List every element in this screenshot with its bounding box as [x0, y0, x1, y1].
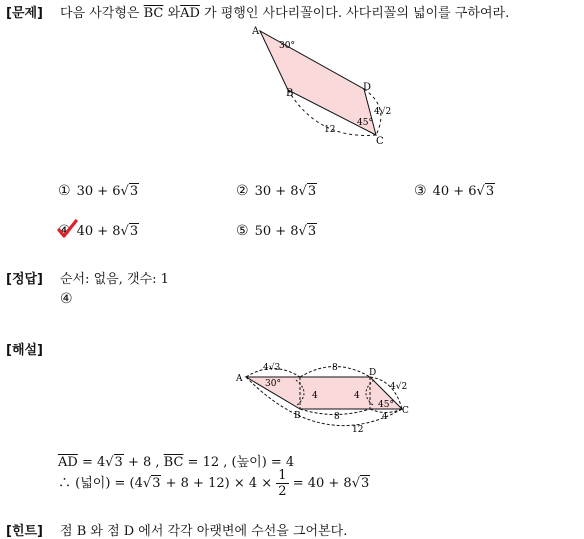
problem-label: [문제]	[6, 6, 43, 21]
vertex-b: B	[286, 88, 294, 99]
choice-3-value: 40 + 6	[432, 184, 477, 199]
eq2-radicand2: 3	[361, 476, 370, 491]
choice-5[interactable]: ⑤ 50 + 8√3	[236, 223, 317, 239]
eq2-part1: ∴ (넓이) = (4	[58, 476, 143, 491]
eq1-part3: = 12 , (높이) = 4	[183, 455, 295, 470]
eq1-part2: + 8 ,	[123, 455, 164, 470]
problem-text-pre: 다음 사각형은	[60, 6, 144, 21]
choice-1-value: 30 + 6	[76, 184, 121, 199]
choice-5-num: ⑤	[236, 223, 249, 239]
hint-text: 점 B 와 점 D 에서 각각 아랫변에 수선을 그어본다.	[60, 524, 348, 539]
vertex-a-2: A	[236, 374, 243, 384]
choice-4-num: ④	[58, 223, 71, 239]
height-label-1: 4	[312, 391, 318, 401]
problem-text-mid: 와	[163, 6, 181, 21]
check-mark-icon	[56, 219, 78, 239]
problem-text-post: 가 평행인 사다리꼴이다. 사다리꼴의 넓이를 구하여라.	[199, 6, 510, 21]
choice-5-value: 50 + 8	[254, 224, 299, 239]
angle-a-label: 30°	[279, 41, 295, 51]
base-label-2: 12	[352, 425, 364, 435]
eq2-denominator: 2	[278, 484, 287, 499]
hint-label: [힌트]	[6, 524, 43, 539]
bottom-mid-label: 8	[334, 412, 340, 422]
base-label: 12	[324, 125, 336, 135]
solution-eq1: $\overline{AD} = 4√3 + 8$ , $\overline{BC} = 12$ , (높이) = 4	[58, 455, 295, 470]
eq1-seg-ad: $\overline{AD}$	[58, 455, 78, 470]
segment-ad: $\overline{AD}$	[180, 6, 200, 21]
choice-4-radicand: 3	[129, 224, 139, 239]
top-mid-label: 8	[332, 363, 338, 373]
choice-4-value: 40 + 8	[76, 224, 121, 239]
answer-label: [정답]	[6, 272, 43, 287]
choice-2[interactable]: ② 30 + 8√3	[236, 183, 317, 199]
solution-figure	[232, 358, 418, 436]
bottom-right-label: 4	[382, 412, 388, 422]
choice-3-radicand: 3	[485, 184, 495, 199]
eq1-part1: = 4	[77, 455, 106, 470]
eq2-radicand1: 3	[152, 476, 161, 491]
choice-1-radicand: 3	[129, 184, 139, 199]
side-label-2: 4√2	[390, 382, 408, 392]
eq2-part2: + 8 + 12) × 4 ×	[161, 476, 277, 491]
solution-eq2: ∴ (넓이) = (4√3 + 8 + 12) × 4 × $\frac{1}{2}$ = 40 + 8√3	[58, 468, 370, 499]
choice-3-num: ③	[414, 183, 427, 199]
angle-c-label: 45°	[357, 118, 373, 128]
vertex-d-2: D	[369, 368, 377, 378]
choice-5-radicand: 3	[307, 224, 317, 239]
choice-4[interactable]: ④ 40 + 8√3	[58, 223, 139, 239]
angle-c2-label: 45°	[378, 400, 394, 410]
choice-1-num: ①	[58, 183, 71, 199]
vertex-a: A	[252, 26, 260, 37]
segment-bc: $\overline{BC}$	[143, 6, 164, 21]
eq2-numerator: 1	[278, 468, 287, 483]
vertex-b-2: B	[294, 411, 301, 421]
answer-line2: ④	[60, 291, 73, 307]
angle-a2-label: 30°	[265, 379, 281, 389]
top-left-label: 4√3	[263, 363, 281, 373]
vertex-d: D	[363, 82, 372, 93]
vertex-c-2: C	[402, 406, 409, 416]
problem-text	[60, 2, 509, 21]
side-cd-label: 4√2	[374, 107, 392, 117]
choice-2-num: ②	[236, 183, 249, 199]
eq2-part3: = 40 + 8	[288, 476, 352, 491]
solution-label: [해설]	[6, 343, 43, 358]
choice-1[interactable]: ① 30 + 6√3	[58, 183, 139, 199]
trapezoid-figure	[248, 22, 408, 152]
choice-2-value: 30 + 8	[254, 184, 299, 199]
eq1-seg-bc: $\overline{BC}$	[163, 455, 184, 470]
answer-line1: 순서: 없음, 갯수: 1	[60, 272, 169, 287]
height-label-2: 4	[354, 391, 360, 401]
vertex-c: C	[376, 136, 384, 147]
choice-3[interactable]: ③ 40 + 6√3	[414, 183, 495, 199]
choice-2-radicand: 3	[307, 184, 317, 199]
eq2-fraction	[276, 468, 288, 499]
eq1-radicand: 3	[114, 455, 123, 470]
